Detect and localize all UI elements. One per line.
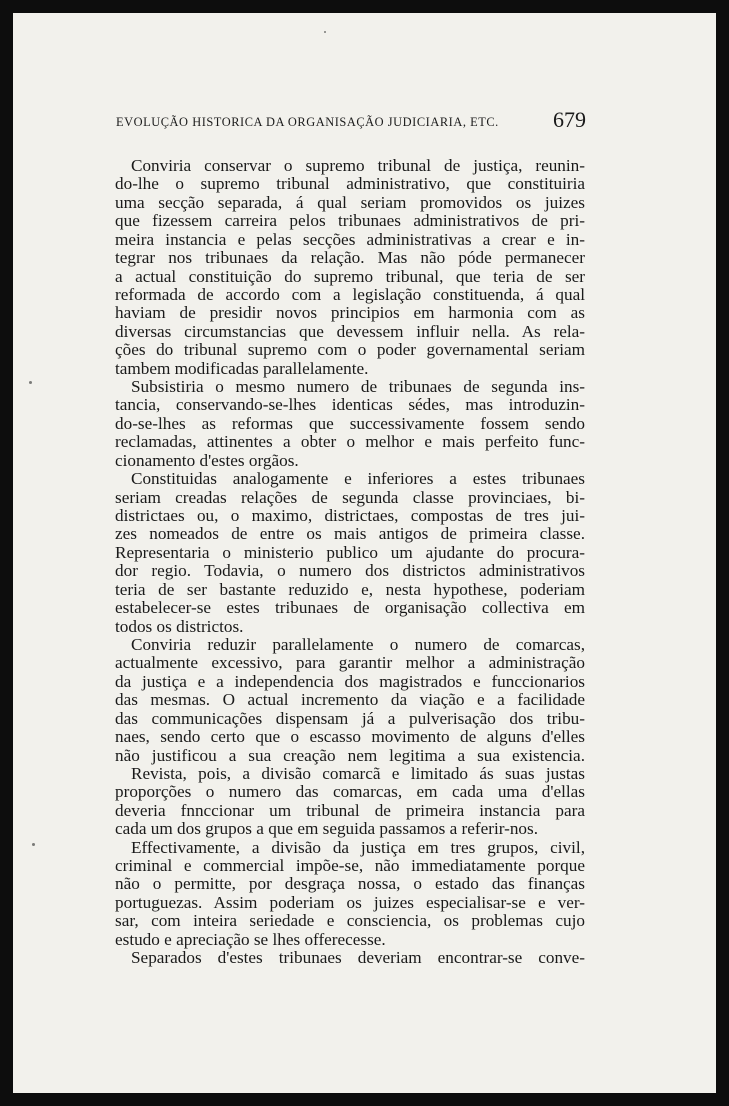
text-line: proporções o numero das comarcas, em cada uma d'ellas	[115, 782, 585, 802]
text-line: reformada de accordo com a legislação constituenda, á qual	[115, 284, 585, 304]
text-line: Representaria o ministerio publico um ajudante do procura-	[115, 542, 585, 562]
body-text	[115, 157, 585, 968]
text-line: meira instancia e pelas secções administrativas a crear e in-	[115, 229, 585, 249]
text-line: Conviria reduzir parallelamente o numero de comarcas,	[131, 634, 585, 654]
text-line: sar, com inteira seriedade e consciencia, os problemas cujo	[115, 911, 585, 931]
text-line: não justificou a sua creação nem legitima a sua existencia.	[115, 745, 585, 765]
text-line: portuguezas. Assim poderiam os juizes especialisar-se e ver-	[115, 892, 585, 912]
text-line: Constituidas analogamente e inferiores a estes tribunaes	[131, 469, 585, 489]
text-line: deveria fnnccionar um tribunal de primeira instancia para	[115, 800, 585, 820]
text-line: do-se-lhes as reformas que successivamente fossem sendo	[115, 413, 585, 433]
text-line: tegrar nos tribunaes da relação. Mas não póde permanecer	[115, 248, 585, 268]
text-line: a actual constituição do supremo tribunal, que teria de ser	[115, 266, 585, 286]
text-line: reclamadas, attinentes a obter o melhor e mais perfeito func-	[115, 432, 585, 452]
ink-speck	[32, 843, 35, 846]
text-line: da justiça e a independencia dos magistrados e funccionarios	[115, 671, 585, 691]
text-line: estudo e apreciação se lhes offerecesse.	[115, 929, 386, 949]
text-line: que fizessem carreira pelos tribunaes administrativos de pri-	[115, 211, 585, 231]
page-header	[116, 105, 586, 145]
text-line: Conviria conservar o supremo tribunal de justiça, reunin-	[131, 156, 585, 175]
text-line: Subsistiria o mesmo numero de tribunaes de segunda ins-	[131, 377, 585, 397]
text-line: cionamento d'estes orgãos.	[115, 450, 299, 470]
text-line: do-lhe o supremo tribunal administrativo, que constituiria	[115, 174, 585, 194]
text-line: tancia, conservando-se-lhes identicas sédes, mas introduzin-	[115, 395, 585, 415]
running-head: EVOLUÇÃO HISTORICA DA ORGANISAÇÃO JUDICIARIA, ETC.	[116, 115, 499, 129]
text-line: diversas circumstancias que devessem influir nella. As rela-	[115, 321, 585, 341]
text-line: dor regio. Todavia, o numero dos districtos administrativos	[115, 561, 585, 581]
text-line: das communicações dispensam já a pulverisação dos tribu-	[115, 708, 585, 728]
text-line: não o permitte, por desgraça nossa, o estado das finanças	[115, 874, 585, 894]
ink-speck	[324, 31, 326, 33]
text-line: Revista, pois, a divisão comarcã e limitado ás suas justas	[131, 763, 585, 783]
text-line: haviam de presidir novos principios em harmonia com as	[115, 303, 585, 323]
text-line: seriam creadas relações de segunda classe provinciaes, bi-	[115, 487, 585, 507]
text-line: criminal e commercial impõe-se, não immediatamente porque	[115, 856, 585, 876]
book-page	[13, 13, 716, 1093]
text-line: teria de ser bastante reduzido e, nesta hypothese, poderiam	[115, 579, 585, 599]
text-line: actualmente excessivo, para garantir melhor a administração	[115, 653, 585, 673]
text-line: todos os districtos.	[115, 616, 244, 636]
ink-speck	[29, 381, 32, 384]
text-line: naes, sendo certo que o escasso movimento de alguns d'elles	[115, 727, 585, 747]
text-line: Effectivamente, a divisão da justiça em tres grupos, civil,	[131, 837, 585, 857]
text-line: tambem modificadas parallelamente.	[115, 358, 369, 378]
text-line: zes nomeados de entre os mais antigos de primeira classe.	[115, 524, 585, 544]
text-line: das mesmas. O actual incremento da viação e a facilidade	[115, 690, 585, 710]
text-line: Separados d'estes tribunaes deveriam encontrar-se conve-	[131, 948, 585, 968]
text-line: cada um dos grupos a que em seguida passamos a referir-nos.	[115, 819, 539, 839]
text-line: uma secção separada, á qual seriam promovidos os juizes	[115, 192, 585, 212]
text-line: districtaes ou, o maximo, districtaes, compostas de tres jui-	[115, 506, 585, 526]
text-line: ções do tribunal supremo com o poder governamental seriam	[115, 340, 585, 360]
page-number: 679	[553, 107, 586, 132]
text-line: estabelecer-se estes tribunaes de organisação collectiva em	[115, 598, 585, 618]
